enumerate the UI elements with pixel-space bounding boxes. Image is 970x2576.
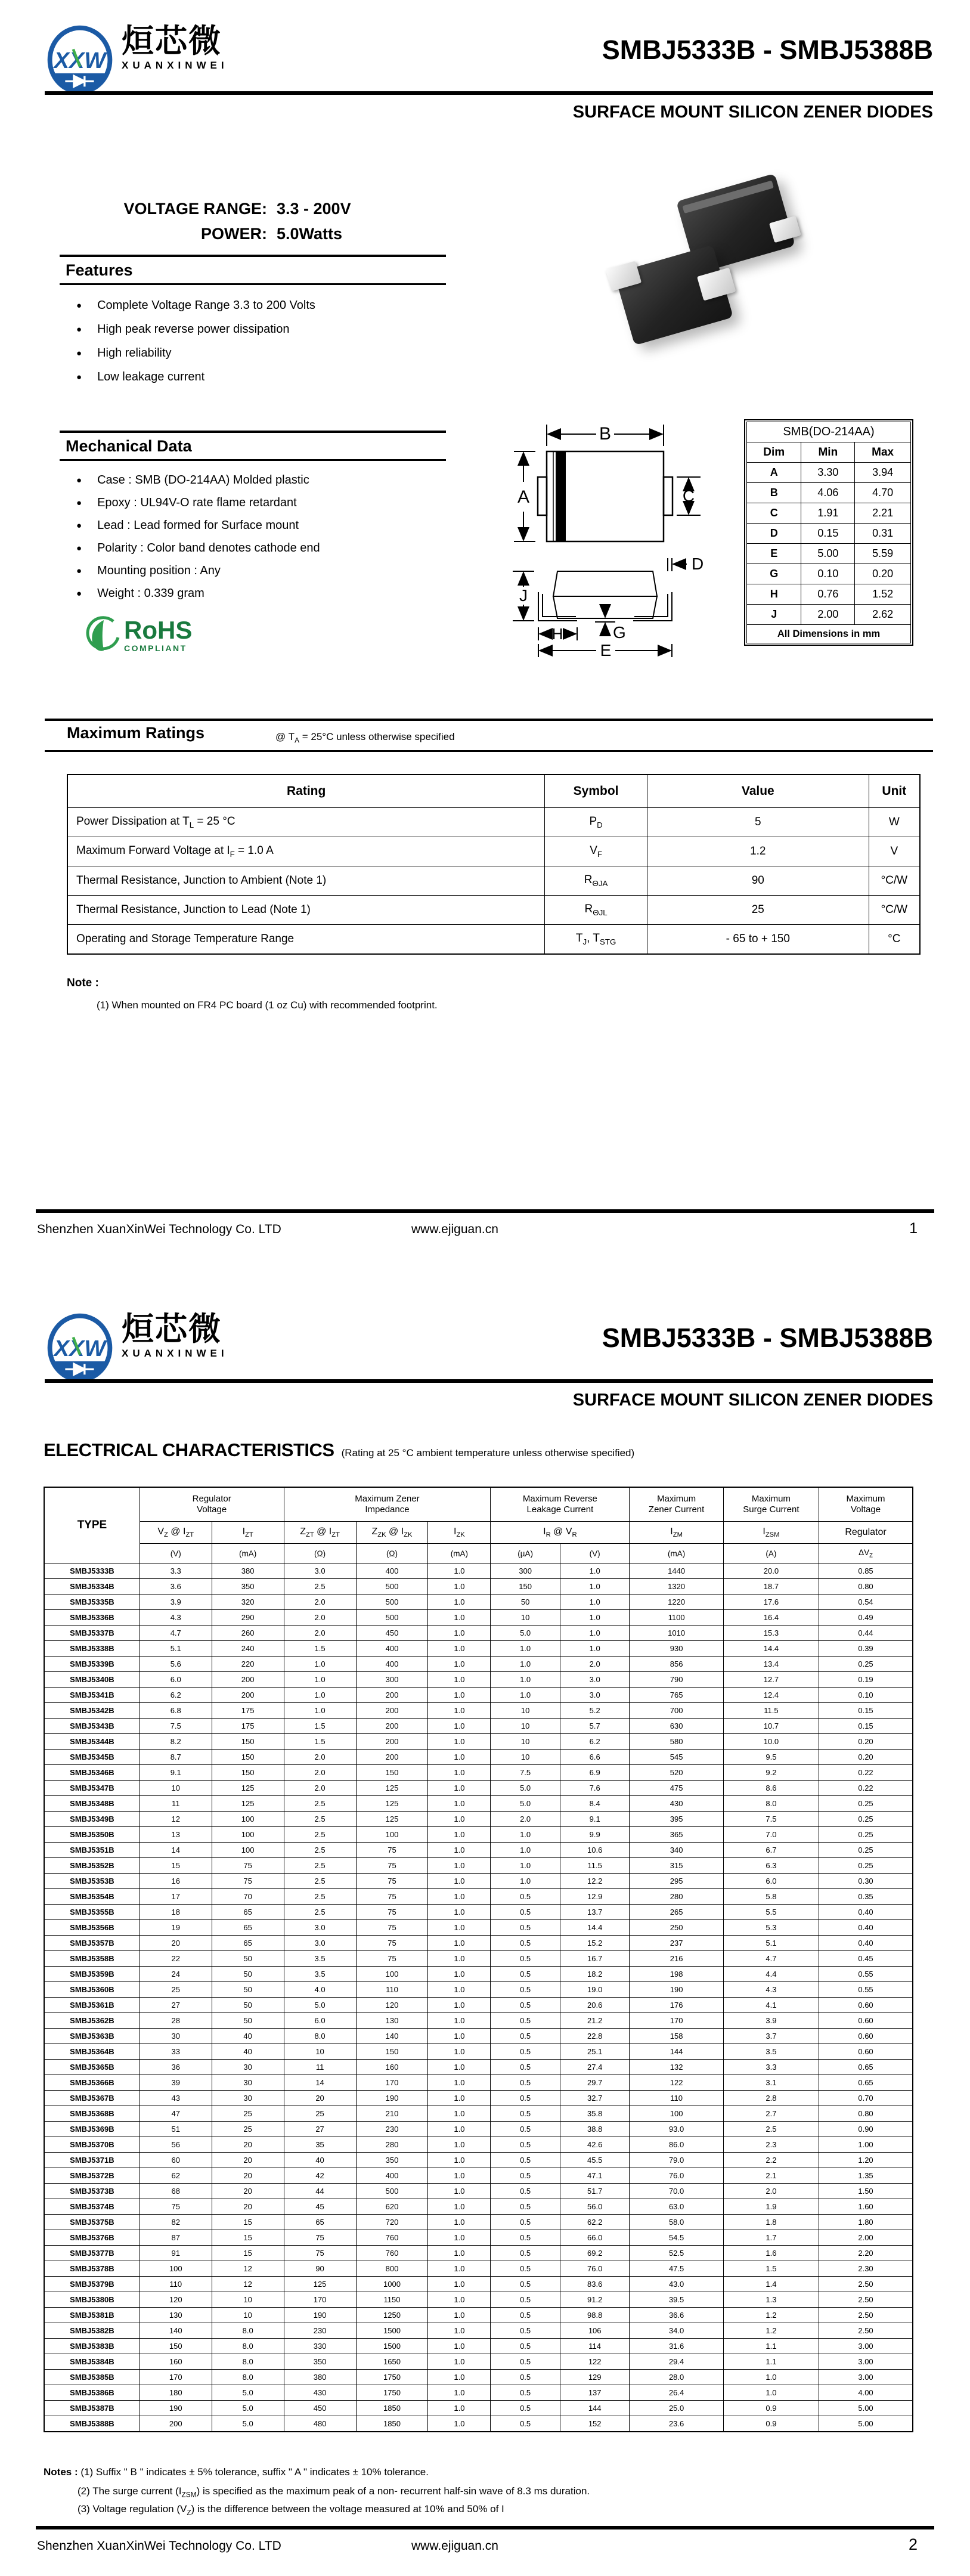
feature-item: ● Low leakage current <box>76 370 205 383</box>
dim-label-g: G <box>613 623 626 642</box>
bullet-icon: ● <box>76 543 82 553</box>
notes-line-3: (3) Voltage regulation $(V_Z)$ is the difference between the voltage measured at 10% and 50% of I <box>78 2503 504 2517</box>
feature-item: ● Complete Voltage Range 3.3 to 200 Volts <box>76 298 315 312</box>
logo-mark-icon <box>47 1313 113 1383</box>
table-row: SMBJ5368B 47 25 25 210 1.0 0.5 35.8 100 2.7 0.80 <box>44 2106 913 2122</box>
table-row: SMBJ5347B 10 125 2.0 125 1.0 5.0 7.6 475 8.6 0.22 <box>44 1781 913 1796</box>
table-row: SMBJ5345B 8.7 150 2.0 200 1.0 10 6.6 545 9.5 0.20 <box>44 1750 913 1765</box>
table-row: SMBJ5369B 51 25 27 230 1.0 0.5 38.8 93.0 2.5 0.90 <box>44 2122 913 2137</box>
ratings-rule-bottom <box>45 750 933 752</box>
dim-label-a: A <box>517 487 530 507</box>
footer-page-number: 1 <box>909 1220 918 1237</box>
voltage-range-value: 3.3 - 200V <box>277 200 351 218</box>
table-row: SMBJ5373B 68 20 44 500 1.0 0.5 51.7 70.0 2.0 1.50 <box>44 2184 913 2199</box>
logo-english-name: XUANXINWEI <box>122 1348 228 1359</box>
voltage-power-block <box>70 197 351 247</box>
table-row: A 3.30 3.94 <box>747 463 911 483</box>
mechanical-list <box>68 469 320 605</box>
logo-mark-icon <box>47 25 113 95</box>
logo-chinese-name: 烜芯微 <box>122 1311 222 1347</box>
footer-company: Shenzhen XuanXinWei Technology Co. LTD <box>37 1222 281 1236</box>
table-row: SMBJ5375B 82 15 65 720 1.0 0.5 62.2 58.0 1.8 1.80 <box>44 2215 913 2230</box>
table-row: SMBJ5356B 19 65 3.0 75 1.0 0.5 14.4 250 5.3 0.40 <box>44 1920 913 1936</box>
package-photo-bottom <box>614 245 733 346</box>
table-row: Thermal Resistance, Junction to Ambient (Note 1) $R_{\Theta JA}$ 90 °C/W <box>67 866 920 896</box>
table-row: SMBJ5378B 100 12 90 800 1.0 0.5 76.0 47.5 1.5 2.30 <box>44 2261 913 2277</box>
table-row: SMBJ5341B 6.2 200 1.0 200 1.0 1.0 3.0 765 12.4 0.10 <box>44 1688 913 1703</box>
table-row: B 4.06 4.70 <box>747 483 911 503</box>
power-value: 5.0Watts <box>277 224 343 243</box>
footer-rule <box>36 1209 934 1213</box>
elec-symbol-row: $V_Z$ @ $I_{ZT}$ $I_{ZT}$ $Z_{ZT}$ @ $I_{ZT}$ $Z_{ZK}$ @ $I_{ZK}$ $I_{ZK}$ $I_R$ @ $V_R$ $I_{ZM}$ $I_{ZSM}$ Regulator <box>44 1522 913 1544</box>
table-row: SMBJ5387B 190 5.0 450 1850 1.0 0.5 144 25.0 0.9 5.00 <box>44 2401 913 2416</box>
package-lead-tab <box>606 261 641 292</box>
table-row: SMBJ5372B 62 20 42 400 1.0 0.5 47.1 76.0 2.1 1.35 <box>44 2168 913 2184</box>
table-row: SMBJ5381B 130 10 190 1250 1.0 0.5 98.8 36.6 1.2 2.50 <box>44 2308 913 2323</box>
product-photo <box>614 173 817 352</box>
electrical-characteristics-table <box>44 1487 913 2432</box>
company-logo <box>47 1313 228 1383</box>
table-row: Power Dissipation at $T_L = 25$ °C $P_D$ 5 W <box>67 808 920 837</box>
voltage-range-label: VOLTAGE RANGE: <box>123 200 267 218</box>
mechanical-item: ● Mounting position : Any <box>76 564 221 577</box>
part-number-title: SMBJ5333B - SMBJ5388B <box>602 1323 933 1353</box>
table-row: SMBJ5355B 18 65 2.5 75 1.0 0.5 13.7 265 5.5 0.40 <box>44 1905 913 1920</box>
table-row: SMBJ5367B 43 30 20 190 1.0 0.5 32.7 110 2.8 0.70 <box>44 2091 913 2106</box>
table-row: D 0.15 0.31 <box>747 524 911 544</box>
table-row: E 5.00 5.59 <box>747 544 911 564</box>
mechanical-item: ● Epoxy : UL94V-O rate flame retardant <box>76 496 297 509</box>
features-list <box>68 293 315 389</box>
table-row: G 0.10 0.20 <box>747 564 911 584</box>
features-heading: Features <box>66 261 133 279</box>
note-heading: Note : <box>67 977 99 989</box>
bullet-icon: ● <box>76 588 82 599</box>
cathode-band <box>556 451 566 541</box>
bullet-icon: ● <box>76 565 82 576</box>
footer-website: www.ejiguan.cn <box>411 2539 498 2553</box>
dims-table-title: SMB(DO-214AA) <box>747 422 911 442</box>
elec-heading-text: ELECTRICAL CHARACTERISTICS <box>44 1439 334 1460</box>
dims-table-body <box>747 463 911 625</box>
rohs-leaf-icon <box>83 615 122 655</box>
table-row: SMBJ5363B 30 40 8.0 140 1.0 0.5 22.8 158 3.7 0.60 <box>44 2029 913 2044</box>
table-row: SMBJ5352B 15 75 2.5 75 1.0 1.0 11.5 315 6.3 0.25 <box>44 1858 913 1874</box>
logo-english-name: XUANXINWEI <box>122 60 228 71</box>
footer-page-number: 2 <box>908 2535 918 2553</box>
table-row: SMBJ5359B 24 50 3.5 100 1.0 0.5 18.2 198 4.4 0.55 <box>44 1967 913 1982</box>
table-row: SMBJ5336B 4.3 290 2.0 500 1.0 10 1.0 1100 16.4 0.49 <box>44 1610 913 1626</box>
company-logo <box>47 25 228 95</box>
elec-table-body <box>44 1563 913 2432</box>
table-row: SMBJ5358B 22 50 3.5 75 1.0 0.5 16.7 216 4.7 0.45 <box>44 1951 913 1967</box>
table-row: SMBJ5388B 200 5.0 480 1850 1.0 0.5 152 23.6 0.9 5.00 <box>44 2416 913 2432</box>
table-row: SMBJ5376B 87 15 75 760 1.0 0.5 66.0 54.5 1.7 2.00 <box>44 2230 913 2246</box>
table-row: SMBJ5333B 3.3 380 3.0 400 1.0 300 1.0 1440 20.0 0.85 <box>44 1563 913 1579</box>
table-row: SMBJ5337B 4.7 260 2.0 450 1.0 5.0 1.0 1010 15.3 0.44 <box>44 1626 913 1641</box>
package-lead-tab <box>769 216 801 243</box>
dim-label-d: D <box>692 555 704 573</box>
table-row: SMBJ5354B 17 70 2.5 75 1.0 0.5 12.9 280 5.8 0.35 <box>44 1889 913 1905</box>
ratings-heading: Maximum Ratings <box>67 724 205 742</box>
table-row: SMBJ5370B 56 20 35 280 1.0 0.5 42.6 86.0 2.3 1.00 <box>44 2137 913 2153</box>
table-row: SMBJ5371B 60 20 40 350 1.0 0.5 45.5 79.0 2.2 1.20 <box>44 2153 913 2168</box>
table-row: SMBJ5364B 33 40 10 150 1.0 0.5 25.1 144 3.5 0.60 <box>44 2044 913 2060</box>
table-row: SMBJ5361B 27 50 5.0 120 1.0 0.5 20.6 176 4.1 0.60 <box>44 1998 913 2013</box>
table-row: SMBJ5377B 91 15 75 760 1.0 0.5 69.2 52.5 1.6 2.20 <box>44 2246 913 2261</box>
table-row: SMBJ5384B 160 8.0 350 1650 1.0 0.5 122 29.4 1.1 3.00 <box>44 2354 913 2370</box>
note-1-text: (1) When mounted on FR4 PC board (1 oz Cu) with recommended footprint. <box>97 999 438 1011</box>
table-row: SMBJ5385B 170 8.0 380 1750 1.0 0.5 129 28.0 1.0 3.00 <box>44 2370 913 2385</box>
table-row: SMBJ5374B 75 20 45 620 1.0 0.5 56.0 63.0 1.9 1.60 <box>44 2199 913 2215</box>
table-row: SMBJ5339B 5.6 220 1.0 400 1.0 1.0 2.0 856 13.4 0.25 <box>44 1657 913 1672</box>
footer-rule <box>36 2526 934 2529</box>
power-label: POWER: <box>201 224 267 243</box>
package-dimensions-drawing <box>501 417 711 662</box>
features-section <box>60 255 446 285</box>
rohs-label: RoHS <box>124 615 193 644</box>
table-row: SMBJ5335B 3.9 320 2.0 500 1.0 50 1.0 1220 17.6 0.54 <box>44 1594 913 1610</box>
table-row: C 1.91 2.21 <box>747 503 911 524</box>
table-row: SMBJ5380B 120 10 170 1150 1.0 0.5 91.2 39.5 1.3 2.50 <box>44 2292 913 2308</box>
table-row: SMBJ5357B 20 65 3.0 75 1.0 0.5 15.2 237 5.1 0.40 <box>44 1936 913 1951</box>
dim-label-e: E <box>600 641 612 660</box>
notes-line-2: (2) The surge current $(I_{ZSM})$ is specified as the maximum peak of a non- recurrent half-sin wave of 8.3 ms duration. <box>78 2485 590 2499</box>
table-row: SMBJ5386B 180 5.0 430 1750 1.0 0.5 137 26.4 1.0 4.00 <box>44 2385 913 2401</box>
rohs-compliant-label: COMPLIANT <box>124 643 187 653</box>
header-rule <box>45 1379 933 1383</box>
feature-item: ● High peak reverse power dissipation <box>76 322 290 336</box>
mechanical-data-section <box>60 431 446 461</box>
dims-table-footer: All Dimensions in mm <box>747 625 911 643</box>
dims-header-row: Dim Min Max <box>747 442 911 463</box>
header-rule <box>45 91 933 95</box>
footer-company: Shenzhen XuanXinWei Technology Co. LTD <box>37 2539 281 2553</box>
bullet-icon: ● <box>76 324 82 335</box>
document-subtitle: SURFACE MOUNT SILICON ZENER DIODES <box>572 1391 933 1410</box>
table-row: SMBJ5353B 16 75 2.5 75 1.0 1.0 12.2 295 6.0 0.30 <box>44 1874 913 1889</box>
table-row: SMBJ5350B 13 100 2.5 100 1.0 1.0 9.9 365 7.0 0.25 <box>44 1827 913 1843</box>
mechanical-item: ● Polarity : Color band denotes cathode end <box>76 541 320 555</box>
dimensions-table <box>744 419 913 646</box>
electrical-characteristics-heading <box>44 1439 634 1461</box>
table-row: SMBJ5383B 150 8.0 330 1500 1.0 0.5 114 31.6 1.1 3.00 <box>44 2339 913 2354</box>
table-row: SMBJ5349B 12 100 2.5 125 1.0 2.0 9.1 395 7.5 0.25 <box>44 1812 913 1827</box>
table-row: SMBJ5343B 7.5 175 1.5 200 1.0 10 5.7 630 10.7 0.15 <box>44 1719 913 1734</box>
table-row: SMBJ5382B 140 8.0 230 1500 1.0 0.5 106 34.0 1.2 2.50 <box>44 2323 913 2339</box>
document-subtitle: SURFACE MOUNT SILICON ZENER DIODES <box>572 103 933 122</box>
logo-monogram: XXW <box>54 48 106 73</box>
elec-type-header: TYPE <box>44 1487 140 1563</box>
table-row: SMBJ5365B 36 30 11 160 1.0 0.5 27.4 132 3.3 0.65 <box>44 2060 913 2075</box>
table-row: SMBJ5338B 5.1 240 1.5 400 1.0 1.0 1.0 930 14.4 0.39 <box>44 1641 913 1657</box>
table-row: J 2.00 2.62 <box>747 605 911 625</box>
table-row: SMBJ5348B 11 125 2.5 125 1.0 5.0 8.4 430 8.0 0.25 <box>44 1796 913 1812</box>
maximum-ratings-table <box>67 774 921 955</box>
ratings-header-row: Rating Symbol Value Unit <box>67 775 920 808</box>
feature-item: ● High reliability <box>76 346 172 360</box>
elec-heading-condition: (Rating at 25 °C ambient temperature unless otherwise specified) <box>341 1447 635 1459</box>
ratings-rule-top <box>45 719 933 721</box>
table-row: SMBJ5379B 110 12 125 1000 1.0 0.5 83.6 43.0 1.4 2.50 <box>44 2277 913 2292</box>
bullet-icon: ● <box>76 348 82 358</box>
mechanical-item: ● Case : SMB (DO-214AA) Molded plastic <box>76 473 309 487</box>
bullet-icon: ● <box>76 300 82 311</box>
elec-units-row: (V) (mA) (Ω) (Ω) (mA) (µA) (V) (mA) (A) $\Delta V_Z$ <box>44 1544 913 1563</box>
table-row: SMBJ5344B 8.2 150 1.5 200 1.0 10 6.2 580 10.0 0.20 <box>44 1734 913 1750</box>
package-lead-tab <box>697 268 736 301</box>
table-row: SMBJ5342B 6.8 175 1.0 200 1.0 10 5.2 700 11.5 0.15 <box>44 1703 913 1719</box>
rohs-logo <box>83 615 192 655</box>
table-row: SMBJ5362B 28 50 6.0 130 1.0 0.5 21.2 170 3.9 0.60 <box>44 2013 913 2029</box>
table-row: SMBJ5340B 6.0 200 1.0 300 1.0 1.0 3.0 790 12.7 0.19 <box>44 1672 913 1688</box>
bullet-icon: ● <box>76 475 82 485</box>
dim-label-j: J <box>519 586 528 605</box>
bullet-icon: ● <box>76 371 82 382</box>
notes-line-1: Notes : (1) Suffix " B " indicates ± 5% tolerance, suffix " A " indicates ± 10% tolerance. <box>44 2466 429 2478</box>
table-row: SMBJ5334B 3.6 350 2.5 500 1.0 150 1.0 1320 18.7 0.80 <box>44 1579 913 1594</box>
table-row: SMBJ5366B 39 30 14 170 1.0 0.5 29.7 122 3.1 0.65 <box>44 2075 913 2091</box>
mechanical-item: ● Weight : 0.339 gram <box>76 586 204 600</box>
ratings-condition: @ $T_A = 25^\circ C$ unless otherwise specified <box>275 731 455 745</box>
table-row: Operating and Storage Temperature Range $T_J$, $T_{STG}$ - 65 to + 150 °C <box>67 925 920 955</box>
table-row: SMBJ5351B 14 100 2.5 75 1.0 1.0 10.6 340 6.7 0.25 <box>44 1843 913 1858</box>
notes-label: Notes : <box>44 2466 78 2478</box>
table-row: Maximum Forward Voltage at $I_F = 1.0$ A $V_F$ 1.2 V <box>67 837 920 866</box>
dim-label-h: H <box>551 625 563 643</box>
table-row: Thermal Resistance, Junction to Lead (Note 1) $R_{\Theta JL}$ 25 °C/W <box>67 896 920 925</box>
part-number-title: SMBJ5333B - SMBJ5388B <box>602 35 933 65</box>
table-row: SMBJ5360B 25 50 4.0 110 1.0 0.5 19.0 190 4.3 0.55 <box>44 1982 913 1998</box>
datasheet-page-2 <box>0 1288 970 2576</box>
table-row: SMBJ5346B 9.1 150 2.0 150 1.0 7.5 6.9 520 9.2 0.22 <box>44 1765 913 1781</box>
dim-label-c: C <box>682 487 695 505</box>
mechanical-item: ● Lead : Lead formed for Surface mount <box>76 518 299 532</box>
bullet-icon: ● <box>76 497 82 508</box>
dims-title-row <box>747 422 911 442</box>
footer-website: www.ejiguan.cn <box>411 1222 498 1236</box>
package-stripe <box>682 181 774 213</box>
bullet-icon: ● <box>76 520 82 531</box>
ratings-table-body <box>67 808 920 955</box>
logo-chinese-name: 烜芯微 <box>122 23 222 59</box>
dim-label-b: B <box>599 424 612 444</box>
elec-group-header-row: TYPE Regulator Voltage Maximum Zener Impedance Maximum Reverse Leakage Current Maximum Zener Current Maximum Surge Current Maximum Voltage <box>44 1487 913 1522</box>
logo-monogram: XXW <box>54 1336 106 1361</box>
mechanical-heading: Mechanical Data <box>66 437 192 455</box>
table-row: H 0.76 1.52 <box>747 584 911 605</box>
